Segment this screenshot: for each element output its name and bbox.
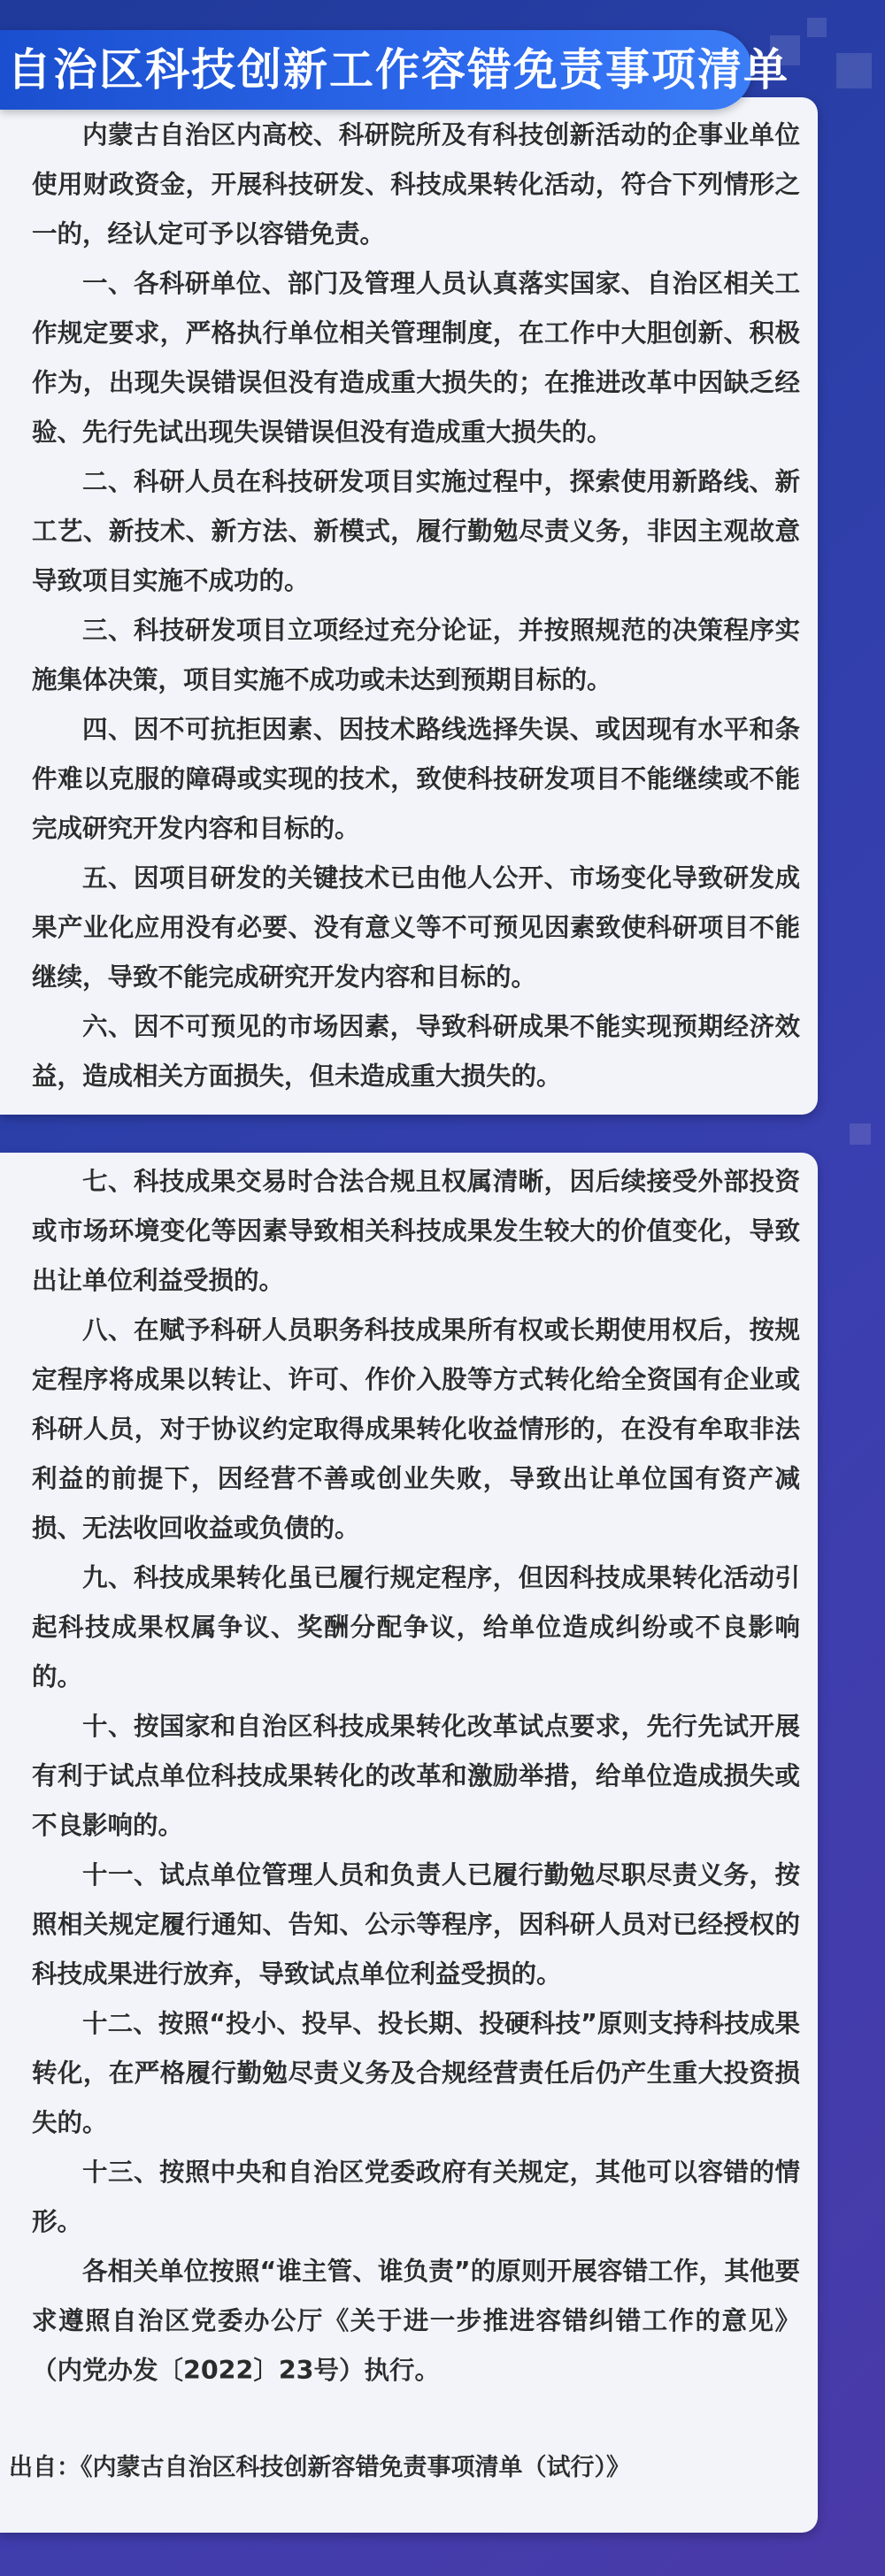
paragraph: 一、各科研单位、部门及管理人员认真落实国家、自治区相关工作规定要求，严格执行单位相关管理制度，在工作中大胆创新、积极作为，出现失误错误但没有造成重大损失的；在推进改革中因缺乏经验、先行先试出现失误错误但没有造成重大损失的。: [32, 269, 800, 447]
paragraph: 二、科研人员在科技研发项目实施过程中，探索使用新路线、新工艺、新技术、新方法、新模式，履行勤勉尽责义务，非因主观故意导致项目实施不成功的。: [32, 467, 800, 595]
paragraph: 十三、按照中央和自治区党委政府有关规定，其他可以容错的情形。: [32, 2158, 800, 2236]
paragraph: 四、因不可抗拒因素、因技术路线选择失误、或因现有水平和条件难以克服的障碍或实现的技术，致使科技研发项目不能继续或不能完成研究开发内容和目标的。: [32, 715, 800, 843]
decor-square: [807, 18, 827, 37]
paragraph: 各相关单位按照“谁主管、谁负责”的原则开展容错工作，其他要求遵照自治区党委办公厅《关于进一步推进容错纠错工作的意见》（内党办发〔2022〕23号）执行。: [32, 2257, 800, 2385]
paragraph: 六、因不可预见的市场因素，导致科研成果不能实现预期经济效益，造成相关方面损失，但未造成重大损失的。: [32, 1012, 800, 1091]
content-card-1: [0, 97, 818, 1115]
paragraph: 十二、按照“投小、投早、投长期、投硬科技”原则支持科技成果转化，在严格履行勤勉尽责义务及合规经营责任后仍产生重大投资损失的。: [32, 2009, 800, 2137]
content-card-2: [0, 1153, 818, 2533]
decor-square: [850, 1123, 871, 1145]
page-title: 自治区科技创新工作容错免责事项清单: [7, 44, 789, 96]
paragraph: 内蒙古自治区内高校、科研院所及有科技创新活动的企事业单位使用财政资金，开展科技研发、科技成果转化活动，符合下列情形之一的，经认定可予以容错免责。: [32, 120, 800, 249]
paragraph: 三、科技研发项目立项经过充分论证，并按照规范的决策程序实施集体决策，项目实施不成功或未达到预期目标的。: [32, 616, 800, 694]
section-1-text: [32, 111, 800, 1101]
title-banner: [0, 30, 789, 110]
paragraph: 十一、试点单位管理人员和负责人已履行勤勉尽职尽责义务，按照相关规定履行通知、告知、公示等程序，因科研人员对已经授权的科技成果进行放弃，导致试点单位利益受损的。: [32, 1860, 800, 1989]
source-citation: 出自：《内蒙古自治区科技创新容错免责事项清单（试行）》: [9, 2454, 630, 2481]
paragraph: 十、按国家和自治区科技成果转化改革试点要求，先行先试开展有利于试点单位科技成果转化的改革和激励举措，给单位造成损失或不良影响的。: [32, 1712, 800, 1840]
decor-square: [836, 53, 872, 88]
paragraph: 八、在赋予科研人员职务科技成果所有权或长期使用权后，按规定程序将成果以转让、许可、作价入股等方式转化给全资国有企业或科研人员，对于协议约定取得成果转化收益情形的，在没有牟取非法利益的前提下，因经营不善或创业失败，导致出让单位国有资产减损、无法收回收益或负债的。: [32, 1315, 800, 1543]
paragraph: 九、科技成果转化虽已履行规定程序，但因科技成果转化活动引起科技成果权属争议、奖酬分配争议，给单位造成纠纷或不良影响的。: [32, 1563, 800, 1691]
section-2-text: [32, 1157, 800, 2396]
paragraph: 七、科技成果交易时合法合规且权属清晰，因后续接受外部投资或市场环境变化等因素导致相关科技成果发生较大的价值变化，导致出让单位利益受损的。: [32, 1167, 800, 1295]
paragraph: 五、因项目研发的关键技术已由他人公开、市场变化导致研发成果产业化应用没有必要、没有意义等不可预见因素致使科研项目不能继续，导致不能完成研究开发内容和目标的。: [32, 863, 800, 992]
